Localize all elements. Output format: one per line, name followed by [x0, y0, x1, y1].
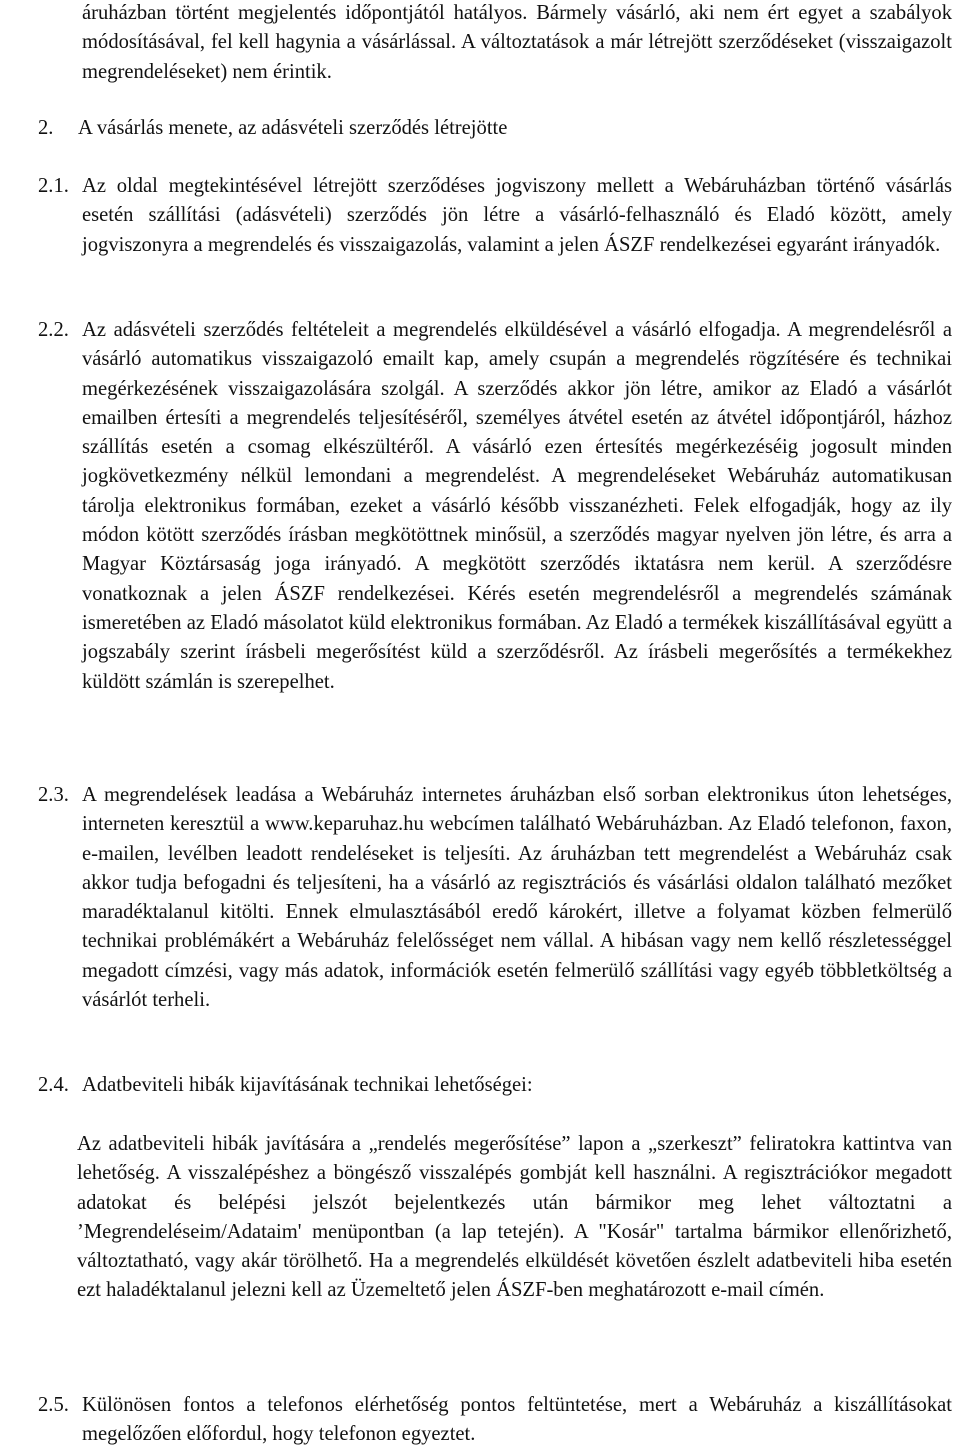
- section-title: A vásárlás menete, az adásvételi szerződés létrejötte: [78, 117, 508, 139]
- section-2-heading: [0, 114, 960, 143]
- paragraph-2-1: [0, 172, 960, 260]
- paragraph-text: A megrendelések leadása a Webáruház internetes áruházban első sorban elektronikus úton lehetséges, interneten keresztül a www.keparuhaz.hu webcímen található Webáruházban. Az Eladó telefonon, faxon, e-mailen, levélben leadott rendeléseket is teljesíti. Az áruházban tett megrendelést a Webáruház csak akkor tudja befogadni és teljesíteni, ha a vásárló az regisztrációs és vásárlási oldalon található mezőket maradéktalanul kitölti. Ennek elmulasztásából eredő károkért, illetve a folyamat közben felmerülő technikai problémákért a Webáruház felelősséget nem vállal. A hibásan vagy nem kellő részletességgel megadott címzési, vagy más adatok, információk esetén felmerülő szállítási vagy egyéb többletköltség a vásárlót terheli.: [82, 784, 952, 1012]
- paragraph-2-2: [0, 316, 960, 697]
- paragraph-number: 2.1.: [38, 175, 69, 197]
- paragraph-2-5: [0, 1391, 960, 1450]
- intro-paragraph: [0, 0, 960, 87]
- paragraph-text: Az oldal megtekintésével létrejött szerződéses jogviszony mellett a Webáruházban történő vásárlás esetén szállítási (adásvételi) szerződés jön létre a vásárló-felhasználó és Eladó között, amely jogviszonyra a megrendelés és visszaigazolás, valamint a jelen ÁSZF rendelkezései egyaránt irányadók.: [82, 175, 952, 256]
- section-number: 2.: [38, 117, 54, 139]
- paragraph-2-3: [0, 781, 960, 1015]
- paragraph-number: 2.2.: [38, 319, 69, 341]
- paragraph-title: Adatbeviteli hibák kijavításának technikai lehetőségei:: [82, 1074, 533, 1096]
- intro-text: áruházban történt megjelentés időpontjától hatályos. Bármely vásárló, aki nem ért egyet a szabályok módosításával, fel kell hagynia a vásárlással. A változtatások a már létrejött szerződéseket (visszaigazolt megrendeléseket) nem érintik.: [82, 2, 952, 83]
- paragraph-text: Az adásvételi szerződés feltételeit a megrendelés elküldésével a vásárló elfogadja. A megrendelésről a vásárló automatikus visszaigazoló emailt kap, amely csupán a megrendelés rögzítésére és technikai megérkezésének visszaigazolására szolgál. A szerződés akkor jön létre, amikor az Eladó a vásárlót emailben értesíti a megrendelés teljesítéséről, személyes átvétel esetén az átvétel időpontjáról, házhoz szállítás esetén a csomag elkészültéről. A vásárló ezen értesítés megérkezéséig jogosult minden jogkövetkezmény nélkül lemondani a megrendelést. A megrendeléseket Webáruház automatikusan tárolja elektronikus formában, ezeket a vásárló később visszanézheti. Felek elfogadják, hogy az ily módon kötött szerződés írásban megkötöttnek minősül, a szerződés magyar nyelven jön létre, és arra a Magyar Köztársaság joga irányadó. A megkötött szerződés iktatásra nem kerül. A szerződésre vonatkoznak a jelen ÁSZF rendelkezései. Kérés esetén megrendelésről a megrendelés számának ismeretében az Eladó másolatot küld elektronikus formában. Az Eladó a termékek kiszállításával együtt a jogszabály szerint írásbeli megerősítést küld a szerződésről. Az írásbeli megerősítés a termékekhez küldött számlán is szerepelhet.: [82, 319, 952, 693]
- paragraph-text: Különösen fontos a telefonos elérhetőség pontos feltüntetése, mert a Webáruház a kiszállításokat megelőzően előfordul, hogy telefonon egyeztet.: [82, 1394, 952, 1446]
- paragraph-2-4-body: [0, 1130, 960, 1306]
- paragraph-number: 2.4.: [38, 1074, 69, 1096]
- paragraph-text: Az adatbeviteli hibák javítására a „rendelés megerősítése” lapon a „szerkeszt” feliratokra kattintva van lehetőség. A visszalépéshez a böngésző visszalépés gombját kell használni. A regisztrációkor megadott adatokat és belépési jelszót bejelentkezés után bármikor meg lehet változtatni a ’Megrendeléseim/Adataim' menüpontban (a lap tetején). A "Kosár" tartalma bármikor ellenőrizhető, változtatható, vagy akár törölhető. Ha a megrendelés elküldését követően észlelt adatbeviteli hiba esetén ezt haladéktalanul jelezni kell az Üzemeltető jelen ÁSZF-ben meghatározott e-mail címén.: [77, 1133, 952, 1302]
- paragraph-number: 2.5.: [38, 1394, 69, 1416]
- paragraph-number: 2.3.: [38, 784, 69, 806]
- paragraph-2-4-heading: [0, 1071, 960, 1100]
